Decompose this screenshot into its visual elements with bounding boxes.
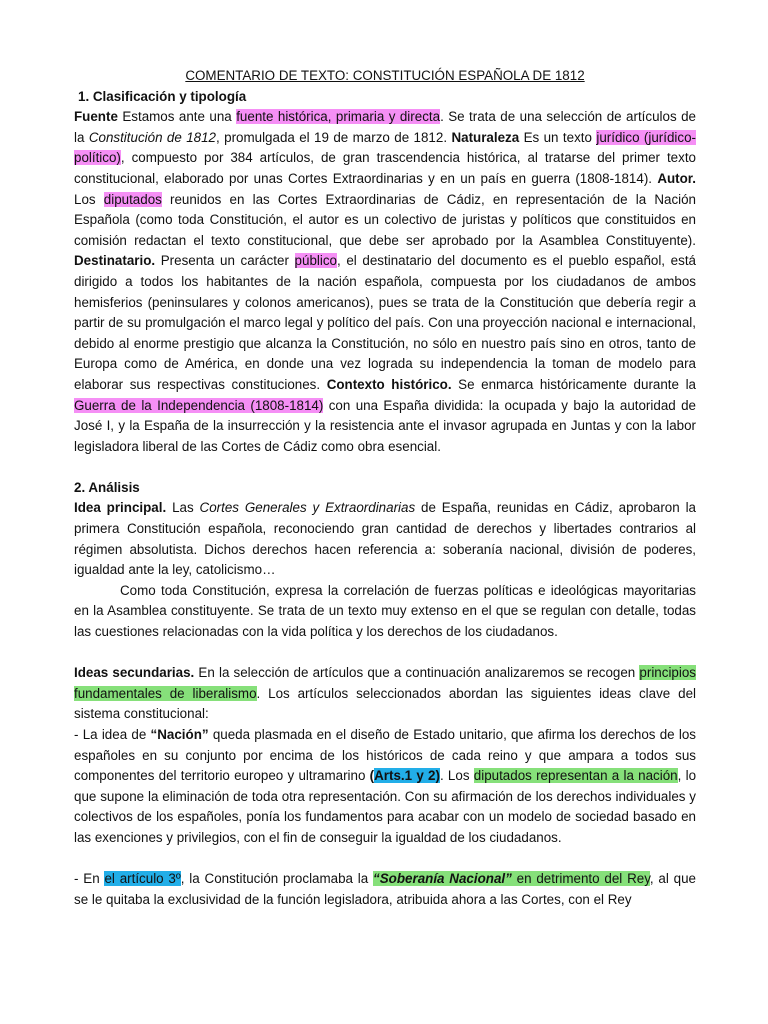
section-heading-clasificacion: 1. Clasificación y tipología — [78, 88, 247, 104]
text-run: , el destinatario del documento es el pueblo español, está dirigido a todos los habitantes de la nación española, compuesta por los ciudadanos de ambos hemisferios (peninsulares y colonos americanos), pues se trata de la Constitución que debería regir a partir de su promulgación el marco legal y político del país. Con una proyección nacional e internacional, debido al enorme prestigio que alcanza la Constitución, no sólo en nuestro país sino en otros, tanto de Europa como de América, en donde una vez lograda su independencia la toman de modelo para elaborar sus respectivas constituciones. — [74, 253, 696, 392]
bold-nacion: “Nación” — [150, 727, 209, 742]
highlight-diputados-nacion: diputados representan a la nación — [473, 768, 678, 784]
paren-open: ( — [369, 768, 375, 784]
paragraph-ideas-secundarias — [74, 663, 696, 725]
text-run: Se enmarca históricamente durante la — [451, 376, 696, 392]
highlight-guerra: Guerra de la Independencia (1808-1814) — [74, 397, 324, 413]
label-naturaleza: Naturaleza — [451, 129, 520, 145]
text-run: , lo que supone la eliminación de toda otra representación. Con su afirmación de los derechos individuales y colectivos de los españoles, ponía los fundamentos para acabar con un modelo de sociedad basado en las exenciones y privilegios, con el fin de conseguir la igualdad de los ciudadanos. — [74, 768, 697, 845]
highlight-articulo3: el artículo 3º — [104, 871, 181, 887]
paragraph-clasificacion — [74, 107, 696, 457]
paragraph-idea-principal — [74, 498, 696, 580]
text-run: . Los — [439, 768, 474, 784]
spacer — [74, 643, 696, 664]
text-run: reunidos en las Cortes Extraordinarias de Cádiz, en representación de la Nación Española (como toda Constitución, el autor es un colectivo de juristas y políticos que constituidos en comisión redactan el texto constitucional, que debe ser aprobado por la Asamblea Constituyente). — [74, 191, 697, 248]
highlight-juridico: jurídico (jurídico-político) — [74, 129, 696, 166]
text-run: , la Constitución proclamaba la — [180, 871, 374, 887]
text-run: Los — [74, 191, 104, 207]
section-heading-analisis: 2. Análisis — [74, 479, 140, 495]
text-run: Estamos ante una — [117, 109, 237, 125]
paragraph-idea-nacion — [74, 725, 696, 849]
highlight-soberania — [373, 871, 512, 886]
label-destinatario: Destinatario. — [74, 253, 156, 269]
text-run: queda plasmada en el diseño de Estado unitario, que afirma los derechos de los españoles en su conjunto por encima de los históricos de cada reino y que ampara a todos sus componentes del territorio europeo y ultramarino — [74, 727, 696, 784]
italic-cortes: Cortes Generales y Extraordinarias — [199, 500, 416, 516]
label-fuente: Fuente — [74, 109, 118, 125]
spacer — [74, 457, 696, 478]
text-run: Presenta un carácter — [155, 253, 295, 269]
text-run: de España, reunidas en Cádiz, aprobaron la primera Constitución española, reconociendo gran cantidad de derechos y libertades contrarios al régimen absolutista. Dichos derechos hacen referencia a: soberanía nacional, división de poderes, igualdad ante la ley, catolicismo… — [74, 500, 697, 578]
text-run: , promulgada el 19 de marzo de 1812. — [216, 129, 452, 145]
text-run: - En — [74, 871, 105, 887]
highlight-detrimento: en detrimento del Rey — [511, 871, 650, 887]
paragraph-correlacion: Como toda Constitución, expresa la correlación de fuerzas políticas e ideológicas mayoritarias en la Asamblea constituyente. Se trata de un texto muy extenso en el que se regulan con detalle, todas las cuestiones relacionadas con la vida política y los derechos de los ciudadanos. — [74, 582, 696, 640]
paragraph-soberania — [74, 869, 696, 910]
text-run: . Los artículos seleccionados abordan las siguientes ideas clave del sistema constitucional: — [74, 685, 696, 722]
label-autor: Autor. — [657, 170, 696, 186]
highlight-publico: público — [294, 253, 337, 269]
highlight-diputados: diputados — [103, 191, 162, 207]
highlight-arts: Arts.1 y 2) — [374, 768, 440, 784]
text-run: con una España dividida: la ocupada y bajo la autoridad de José I, y la España de la insurrección y la resistencia ante el invasor agrupada en Juntas y con la labor legisladora liberal de las Cortes de Cádiz como obra esencial. — [74, 397, 696, 454]
text-run: En la selección de artículos que a continuación analizaremos se recogen — [194, 665, 640, 681]
spacer — [74, 849, 696, 870]
text-run: - La idea de — [74, 727, 151, 742]
text-run: . Se trata de una selección de artículos de la — [74, 109, 696, 145]
document-title: COMENTARIO DE TEXTO: CONSTITUCIÓN ESPAÑOLA DE 1812 — [185, 68, 585, 83]
text-run: Es un texto — [519, 129, 597, 145]
text-run: , compuesto por 384 artículos, de gran trascendencia histórica, al tratarse del primer texto constitucional, elaborado por unas Cortes Extraordinarias y en un país en guerra (1808-1814). — [74, 150, 696, 186]
label-contexto: Contexto histórico. — [326, 376, 452, 392]
highlight-fuente: fuente histórica, primaria y directa — [236, 109, 441, 125]
text-run: , al que se le quitaba la exclusividad de la función legisladora, atribuida ahora a las Cortes, con el Rey — [74, 871, 697, 907]
highlight-principios: principios fundamentales de liberalismo — [74, 665, 696, 701]
italic-constitucion: Constitución de 1812 — [88, 129, 216, 145]
label-ideas-secundarias: Ideas secundarias. — [74, 665, 195, 681]
soberania-nacional-text: “Soberanía Nacional” — [373, 871, 512, 887]
label-idea-principal: Idea principal. — [74, 500, 167, 516]
text-run: Las — [166, 500, 200, 516]
